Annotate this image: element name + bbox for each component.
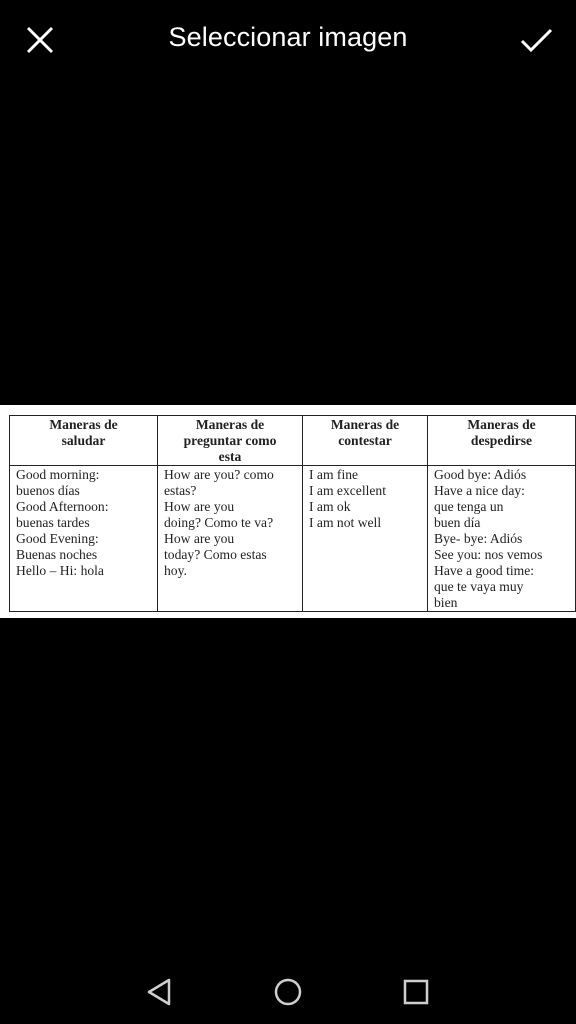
confirm-button[interactable]	[514, 18, 558, 62]
table-cell	[158, 466, 303, 612]
table-cell-text: I am excellent	[309, 483, 386, 498]
table-cell-text: Good Afternoon:	[16, 499, 109, 514]
table-header-text: contestar	[338, 433, 392, 448]
table-header-text: esta	[218, 449, 242, 464]
nav-recents-button[interactable]	[398, 974, 434, 1010]
table-cell-text: doing? Como te va?	[164, 515, 274, 530]
selected-image-preview[interactable]	[0, 405, 576, 618]
table-cell-text: hoy.	[164, 563, 187, 578]
nav-home-button[interactable]	[270, 974, 306, 1010]
table-header-text: saludar	[61, 433, 106, 448]
table-cell-text: buen día	[434, 515, 481, 530]
table-header-text: Maneras de	[195, 417, 265, 432]
table-cell-text: Buenas noches	[16, 547, 98, 562]
table-cell-text: estas?	[164, 483, 197, 498]
table-header-text: despedirse	[470, 433, 533, 448]
table-cell-text: How are you? como	[164, 467, 274, 482]
greetings-table	[9, 415, 576, 612]
top-app-bar	[0, 0, 576, 80]
nav-back-button[interactable]	[142, 974, 178, 1010]
check-icon	[514, 18, 558, 62]
table-cell-text: que tenga un	[434, 499, 504, 514]
table-cell-text: See you: nos vemos	[434, 547, 543, 562]
table-header-text: Maneras de	[467, 417, 536, 432]
table-header-cell	[428, 416, 576, 466]
table-cell-text: Good Evening:	[16, 531, 99, 546]
table-header-text: Maneras de	[330, 417, 400, 432]
table-cell-text: How are you	[164, 499, 235, 514]
table-cell-text: I am fine	[309, 467, 359, 482]
table-cell-text: I am not well	[309, 515, 382, 530]
table-cell-text: Have a good time:	[434, 563, 535, 578]
table-cell-text: Hello – Hi: hola	[16, 563, 104, 578]
table-row	[10, 466, 576, 612]
home-circle-icon	[270, 974, 306, 1010]
system-navigation-bar	[0, 960, 576, 1024]
table-cell-text: I am ok	[309, 499, 351, 514]
table-cell-text: today? Como estas	[164, 547, 267, 562]
table-header-text: Maneras de	[49, 417, 118, 432]
table-cell-text: How are you	[164, 531, 235, 546]
table-header-text: preguntar como	[183, 433, 277, 448]
recents-square-icon	[398, 974, 434, 1010]
table-cell-text: Have a nice day:	[434, 483, 525, 498]
table-header-cell	[303, 416, 428, 466]
table-cell-text: Good morning:	[16, 467, 100, 482]
table-cell-text: bien	[434, 595, 458, 610]
table-cell	[10, 466, 158, 612]
table-header-row	[10, 416, 576, 466]
table-cell	[428, 466, 576, 612]
table-cell-text: Good bye: Adiós	[434, 467, 527, 482]
page-title: Seleccionar imagen	[168, 22, 408, 52]
table-cell-text: Bye- bye: Adiós	[434, 531, 523, 546]
table-header-cell	[158, 416, 303, 466]
table-cell	[303, 466, 428, 612]
back-triangle-icon	[142, 974, 178, 1010]
table-cell-text: buenas tardes	[16, 515, 90, 530]
table-header-cell	[10, 416, 158, 466]
table-cell-text: que te vaya muy	[434, 579, 524, 594]
table-cell-text: buenos días	[16, 483, 80, 498]
